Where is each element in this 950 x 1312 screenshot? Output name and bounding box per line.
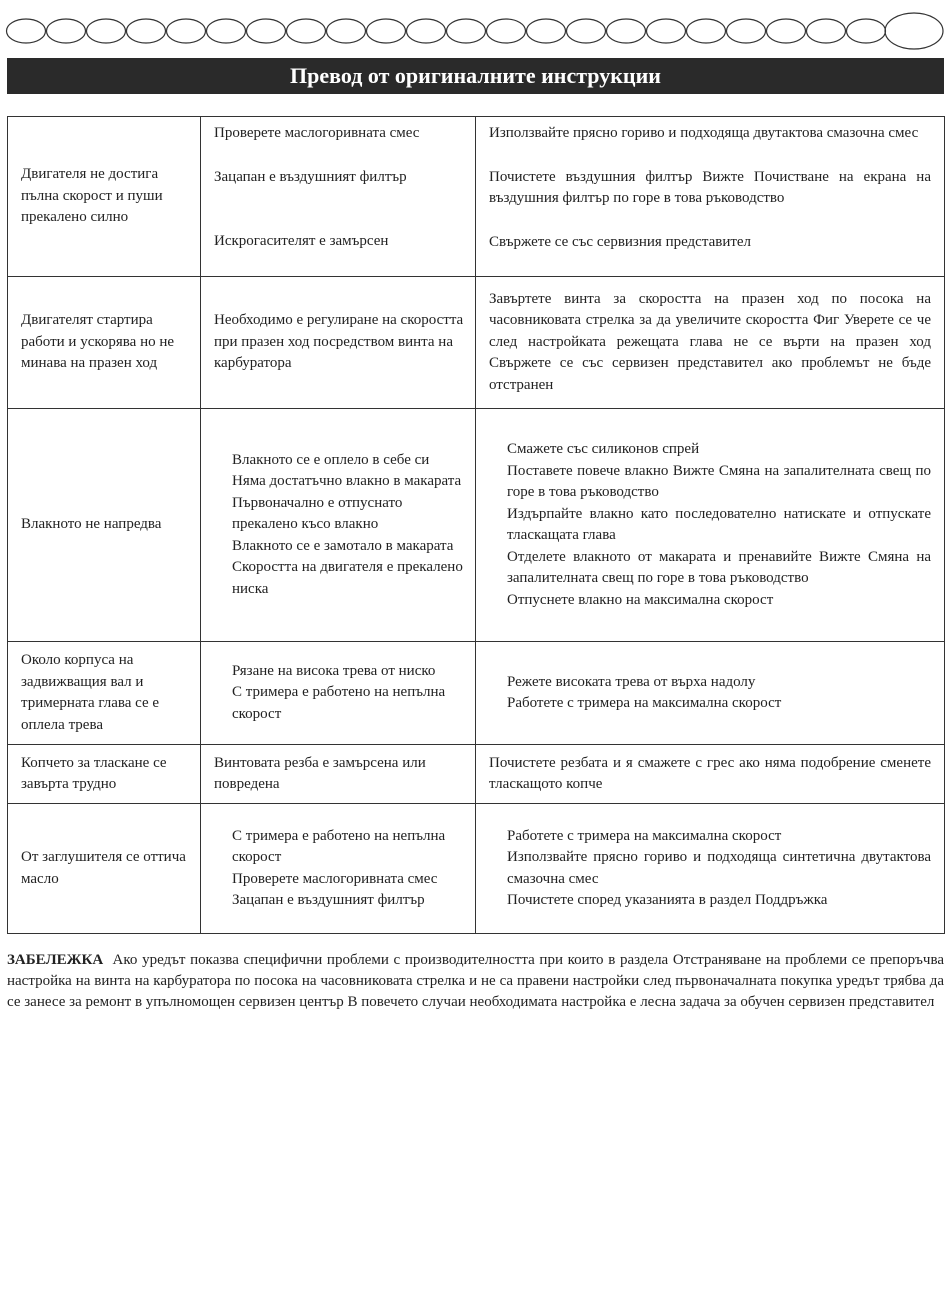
solution-item: Режете високата трева от върха надолу bbox=[507, 673, 756, 690]
cause-cell bbox=[201, 642, 476, 745]
cause-item: Зацапан е въздушният филтър bbox=[232, 892, 425, 908]
cause-cell bbox=[201, 117, 476, 277]
problem-cell: От заглушителя се оттича масло bbox=[8, 804, 201, 934]
solution-cell bbox=[476, 409, 945, 642]
decorative-oval bbox=[807, 19, 846, 43]
solution-item: Смажете със силиконов спрей bbox=[507, 441, 700, 457]
cause-item: Влакното се е оплело в себе си bbox=[232, 451, 430, 468]
solution-item: Поставете повече влакно Вижте Смяна на запалителната свещ по горе в това ръководство bbox=[507, 462, 931, 500]
solution-item: Почистете според указанията в раздел Поддръжка bbox=[507, 892, 828, 908]
decorative-oval bbox=[407, 19, 446, 43]
decorative-oval bbox=[167, 19, 206, 43]
decorative-oval bbox=[687, 19, 726, 43]
solution-item: Свържете се със сервизния представител bbox=[489, 233, 752, 250]
table-row bbox=[8, 745, 945, 804]
cause-cell: Необходимо е регулиране на скоростта при празен ход посредством винта на карбуратора bbox=[201, 277, 476, 409]
problem-cell: Копчето за тласкане се завърта трудно bbox=[8, 745, 201, 804]
cause-item: Проверете маслогоривната смес bbox=[214, 125, 420, 141]
cause-item: Скоростта на двигателя е прекалено ниска bbox=[232, 559, 463, 597]
decorative-oval bbox=[727, 19, 766, 43]
solution-cell: Почистете резбата и я смажете с грес ако няма подобрение сменете тласкащото копче bbox=[476, 745, 945, 804]
decorative-oval bbox=[647, 19, 686, 43]
decorative-oval bbox=[47, 19, 86, 43]
problem-cell: Влакното не напредва bbox=[8, 409, 201, 642]
note-label: ЗАБЕЛЕЖКА bbox=[7, 952, 104, 968]
solution-item: Отделете влакното от макарата и пренавийте Вижте Смяна на запалителната свещ по горе в това ръководство bbox=[507, 548, 931, 586]
note-text: Ако уредът показва специфични проблеми с производителността при които в раздела Отстраняване на проблеми се препоръчва настройка на винта на карбуратора по посока на часовниковата стрелка и не са правени настройки след първоначалната покупка уредът трябва да се занесе за ремонт в упълномощен сервизен център В повечето случаи необходимата настройка е лесна задача за обучен сервизен представител bbox=[7, 952, 945, 1010]
cause-item: Искрогасителят е замърсен bbox=[214, 233, 389, 249]
decorative-oval bbox=[567, 19, 606, 43]
solution-cell bbox=[476, 804, 945, 934]
solution-item: Издърпайте влакно като последователно натискате и отпускате тласкащата глава bbox=[507, 505, 931, 543]
solution-cell bbox=[476, 117, 945, 277]
cause-cell: Винтовата резба е замърсена или повредена bbox=[201, 745, 476, 804]
decorative-oval bbox=[527, 19, 566, 43]
decorative-oval bbox=[447, 19, 486, 43]
table-row bbox=[8, 117, 945, 277]
cause-item: Няма достатъчно влакно в макарата bbox=[232, 473, 462, 490]
solution-cell: Завъртете винта за скоростта на празен ход по посока на часовниковата стрелка за да увеличите скоростта Фиг Уверете се че след настройката режещата глава не се върти на празен ход Свържете се със сервизен представител ако проблемът не бъде отстранен bbox=[476, 277, 945, 409]
problem-cell: Двигателя не достига пълна скорост и пуши прекалено силно bbox=[8, 117, 201, 277]
solution-item: Отпуснете влакно на максимална скорост bbox=[507, 591, 774, 608]
decorative-oval bbox=[327, 19, 366, 43]
decorative-oval bbox=[287, 19, 326, 43]
cause-item: Зацапан е въздушният филтър bbox=[214, 168, 407, 185]
note-paragraph bbox=[7, 950, 944, 1013]
solution-item: Работете с тримера на максимална скорост bbox=[507, 827, 782, 844]
decorative-oval bbox=[607, 19, 646, 43]
page-title: Превод от оригиналните инструкции bbox=[7, 58, 944, 94]
decorative-oval bbox=[847, 19, 886, 43]
cause-cell bbox=[201, 804, 476, 934]
decorative-oval bbox=[87, 19, 126, 43]
solution-item: Използвайте прясно гориво и подходяща синтетична двутактова смазочна смес bbox=[507, 849, 931, 887]
decorative-oval bbox=[367, 19, 406, 43]
decorative-oval bbox=[207, 19, 246, 43]
cause-item: Първоначално е отпуснато прекалено късо влакно bbox=[232, 494, 403, 533]
troubleshooting-table bbox=[7, 116, 945, 934]
cause-item: С тримера е работено на непълна скорост bbox=[232, 827, 446, 865]
decorative-oval-strip bbox=[0, 0, 950, 50]
decorative-oval bbox=[127, 19, 166, 43]
cause-item: Рязане на висока трева от ниско bbox=[232, 662, 436, 679]
table-row bbox=[8, 277, 945, 409]
solution-item: Почистете въздушния филтър Вижте Почистване на екрана на въздушния филтър по горе в това ръководство bbox=[489, 168, 931, 206]
table-row bbox=[8, 642, 945, 745]
cause-item: Проверете маслогоривната смес bbox=[232, 870, 438, 887]
cause-item: Влакното се е замотало в макарата bbox=[232, 537, 454, 554]
decorative-oval bbox=[7, 19, 46, 43]
table-row bbox=[8, 409, 945, 642]
problem-cell: Около корпуса на задвижващия вал и тримерната глава се е оплела трева bbox=[8, 642, 201, 745]
decorative-oval bbox=[487, 19, 526, 43]
cause-cell bbox=[201, 409, 476, 642]
cause-item: С тримера е работено на непълна скорост bbox=[232, 684, 446, 722]
decorative-oval-large bbox=[885, 13, 943, 49]
solution-cell bbox=[476, 642, 945, 745]
solution-item: Използвайте прясно гориво и подходяща двутактова смазочна смес bbox=[489, 125, 919, 141]
table-row bbox=[8, 804, 945, 934]
decorative-oval bbox=[767, 19, 806, 43]
solution-item: Работете с тримера на максимална скорост bbox=[507, 695, 782, 711]
decorative-oval bbox=[247, 19, 286, 43]
problem-cell: Двигателят стартира работи и ускорява но не минава на празен ход bbox=[8, 277, 201, 409]
